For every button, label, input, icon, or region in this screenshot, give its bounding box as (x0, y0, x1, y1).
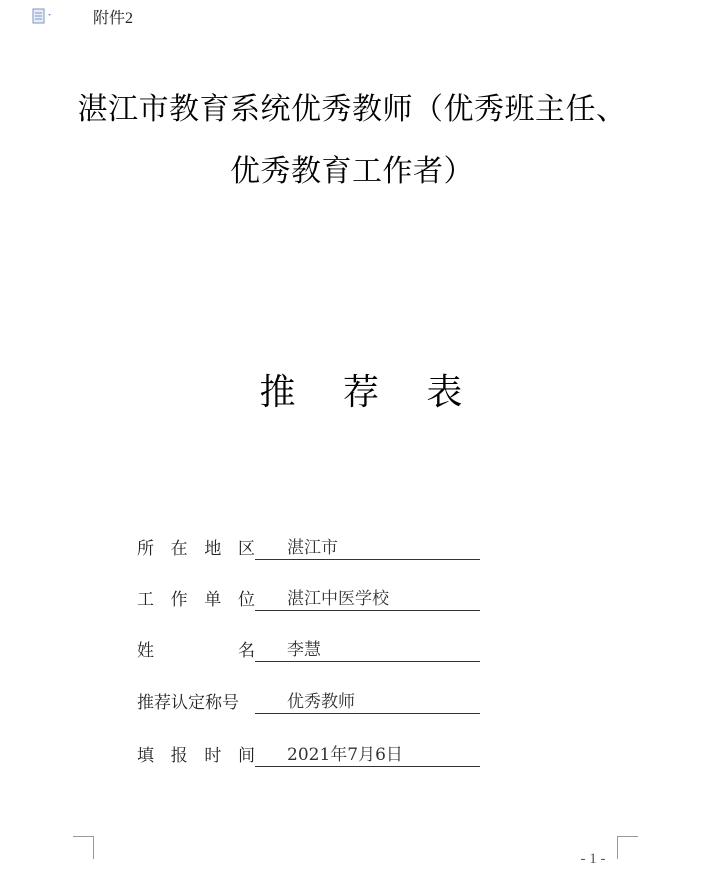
label-char: 单 (204, 590, 222, 610)
field-fill-date-label (137, 745, 255, 767)
label-char: 区 (237, 539, 255, 559)
field-title (137, 688, 480, 714)
document-title-line-2: 优秀教育工作者） (230, 154, 474, 189)
label-char: 名 (238, 641, 255, 661)
document-menu-icon[interactable] (32, 8, 54, 24)
form-subtitle: 推 荐 表 (259, 372, 481, 413)
field-name (137, 636, 480, 662)
field-work-unit-label (137, 589, 255, 611)
page-corner-mark-left (73, 836, 94, 859)
field-name-value[interactable]: 李慧 (255, 639, 480, 662)
label-char: 报 (170, 746, 188, 766)
label-char: 位 (237, 590, 255, 610)
dropdown-arrow-icon (48, 14, 51, 16)
label-char: 间 (237, 746, 255, 766)
field-work-unit (137, 585, 480, 611)
label-char: 工 (137, 590, 154, 610)
field-title-value[interactable]: 优秀教师 (255, 691, 480, 714)
label-char: 填 (137, 746, 154, 766)
page-number: - 1 - (580, 851, 606, 867)
label-char: 作 (170, 590, 188, 610)
field-name-label (137, 640, 255, 662)
label-char: 所 (137, 539, 154, 559)
field-work-unit-value[interactable]: 湛江中医学校 (255, 588, 480, 611)
field-region-value[interactable]: 湛江市 (255, 537, 480, 560)
attachment-label: 附件2 (93, 10, 134, 27)
label-char: 在 (170, 539, 188, 559)
label-char: 时 (204, 746, 222, 766)
field-title-label: 推荐认定称号 (137, 693, 239, 713)
page-corner-mark-right (617, 836, 638, 859)
field-region (137, 534, 480, 560)
field-region-label (137, 538, 255, 560)
field-fill-date (137, 741, 480, 767)
field-fill-date-value[interactable]: 2021年7月6日 (255, 744, 480, 767)
label-char: 姓 (137, 641, 154, 661)
label-char: 地 (204, 539, 222, 559)
document-title-line-1: 湛江市教育系统优秀教师（优秀班主任、 (77, 92, 627, 127)
